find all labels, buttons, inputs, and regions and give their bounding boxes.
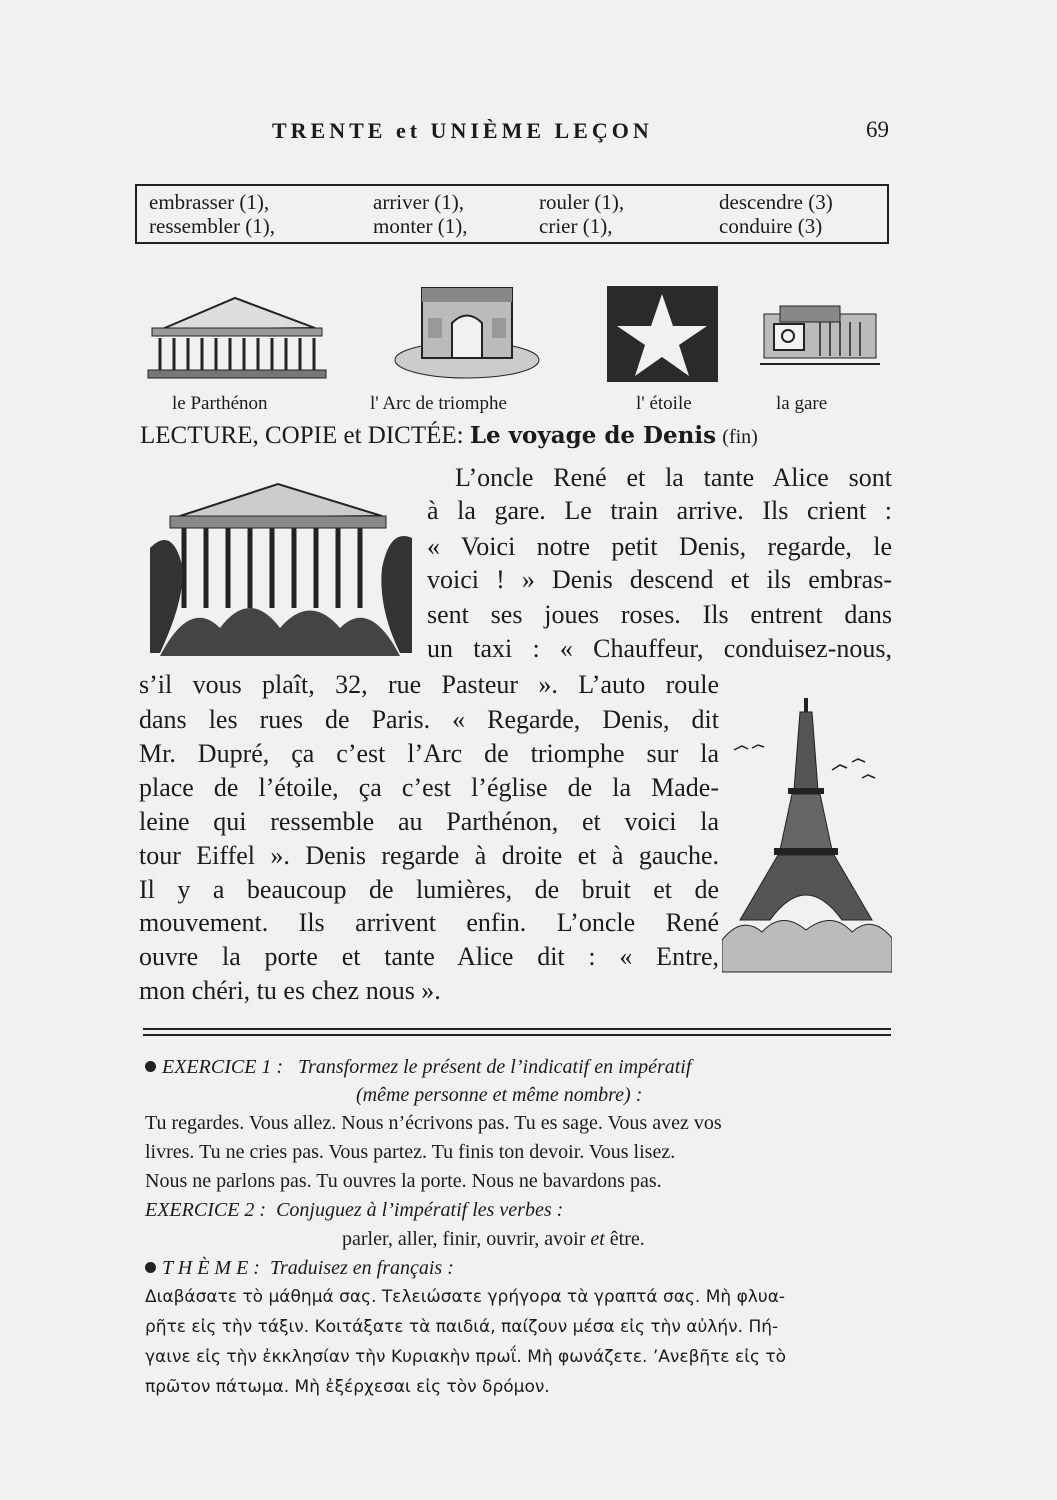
verb-cell: ressembler (1),	[149, 214, 275, 238]
exercise-2-label: EXERCICE 2 :	[145, 1199, 267, 1221]
exercise-2-header	[145, 1199, 563, 1222]
parthenon-illustration	[140, 290, 330, 390]
exercise-2-instruction: Conjuguez à l’impératif les verbes :	[276, 1199, 564, 1221]
theme-instruction: Traduisez en français :	[269, 1257, 454, 1279]
heading-prefix: LECTURE, COPIE et DICTÉE:	[140, 422, 464, 449]
story-line: mon chéri, tu es chez nous ».	[139, 976, 441, 1005]
exercise-2-verbs: parler, aller, finir, ouvrir, avoir et être.	[342, 1228, 645, 1250]
exercise-1-label: EXERCICE 1 :	[162, 1056, 284, 1078]
story-line: mouvement. Ils arrivent enfin. L’oncle René	[139, 908, 719, 937]
page-number: 69	[866, 117, 889, 142]
theme-header	[145, 1257, 454, 1280]
story-title: Le voyage de Denis	[469, 422, 717, 449]
verb-cell: arriver (1),	[373, 190, 464, 214]
exercise-1-line: Tu regardes. Vous allez. Nous n’écrivons pas. Tu es sage. Vous avez vos	[145, 1112, 722, 1134]
exercise-1-instruction-2: (même personne et même nombre) :	[356, 1084, 643, 1106]
verb-cell: descendre (3)	[719, 190, 833, 214]
bullet-icon	[145, 1262, 156, 1273]
story-line: ouvre la porte et tante Alice dit : « Entre,	[139, 942, 719, 971]
story-line: « Voici notre petit Denis, regarde, le	[427, 532, 892, 561]
story-line: dans les rues de Paris. « Regarde, Denis, dit	[139, 705, 719, 734]
exercise-1-line: livres. Tu ne cries pas. Vous partez. Tu finis ton devoir. Vous lisez.	[145, 1141, 676, 1163]
arc-de-triomphe-illustration	[392, 278, 542, 388]
story-line: sent ses joues roses. Ils entrent dans	[427, 600, 892, 629]
story-suffix: (fin)	[722, 426, 758, 448]
chapter-title: TRENTE et UNIÈME LEÇON	[272, 118, 653, 143]
madeleine-church-illustration	[150, 478, 412, 658]
lesson-heading	[140, 422, 758, 450]
verb-cell: crier (1),	[539, 214, 613, 238]
divider	[143, 1028, 891, 1030]
caption-star: l' étoile	[636, 393, 692, 414]
exercise-1-line: Nous ne parlons pas. Tu ouvres la porte. Nous ne bavardons pas.	[145, 1170, 662, 1192]
star-icon	[605, 284, 720, 384]
theme-label: T H È M E :	[162, 1257, 260, 1279]
caption-parthenon: le Parthénon	[172, 393, 268, 414]
story-line: un taxi : « Chauffeur, conduisez-nous,	[427, 634, 892, 663]
verb-cell: embrasser (1),	[149, 190, 270, 214]
verb-cell: monter (1),	[373, 214, 468, 238]
story-line: Mr. Dupré, ça c’est l’Arc de triomphe sur la	[139, 739, 719, 768]
verb-box	[135, 184, 889, 244]
divider	[143, 1034, 891, 1036]
exercise-1-instruction: Transformez le présent de l’indicatif en impératif	[298, 1056, 692, 1078]
story-line: Il y a beaucoup de lumières, de bruit et de	[139, 875, 719, 904]
verb-cell: rouler (1),	[539, 190, 625, 214]
caption-station: la gare	[776, 393, 828, 414]
story-line: s’il vous plaît, 32, rue Pasteur ». L’auto roule	[139, 670, 719, 699]
theme-line: ρῆτε εἰς τὴν τάξιν. Κοιτάξατε τὰ παιδιά, παίζουν μέσα εἰς τὴν αὐλήν. Πή-	[145, 1317, 779, 1337]
story-line: voici ! » Denis descend et ils embras-	[427, 565, 892, 594]
caption-arc: l' Arc de triomphe	[370, 393, 507, 414]
train-station-illustration	[760, 300, 880, 380]
bullet-icon	[145, 1061, 156, 1072]
story-line: L’oncle René et la tante Alice sont	[455, 463, 892, 492]
verb-cell: conduire (3)	[719, 214, 823, 238]
theme-line: γαινε εἰς τὴν ἐκκλησίαν τὴν Κυριακὴν πρωΐ. Μὴ φωνάζετε. ’Ανεβῆτε εἰς τὸ	[145, 1347, 786, 1367]
theme-line: πρῶτον πάτωμα. Μὴ ἐξέρχεσαι εἰς τὸν δρόμον.	[145, 1377, 550, 1397]
story-line: leine qui ressemble au Parthénon, et voici la	[139, 807, 719, 836]
story-line: à la gare. Le train arrive. Ils crient :	[427, 496, 892, 525]
theme-line: Διαβάσατε τὸ μάθημά σας. Τελειώσατε γρήγορα τὰ γραπτά σας. Μὴ φλυα-	[145, 1287, 786, 1307]
eiffel-tower-illustration	[722, 690, 892, 980]
exercise-1-header	[145, 1056, 691, 1079]
story-line: tour Eiffel ». Denis regarde à droite et à gauche.	[139, 841, 719, 870]
story-line: place de l’étoile, ça c’est l’église de la Made-	[139, 773, 719, 802]
